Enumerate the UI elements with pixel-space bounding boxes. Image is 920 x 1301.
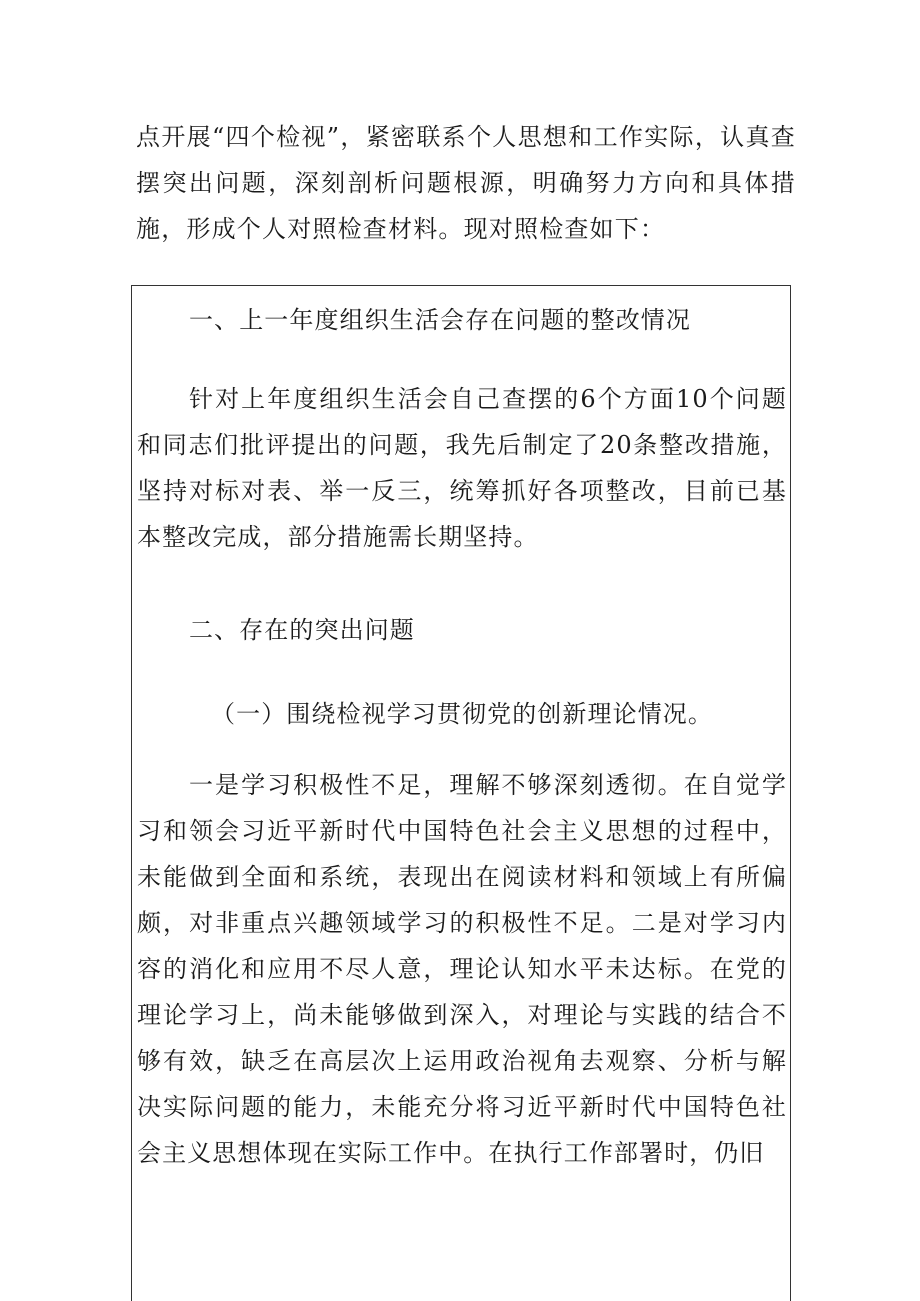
checklist-table-cell <box>131 285 791 1301</box>
section2-subheading: （一）围绕检视学习贯彻党的创新理论情况。 <box>211 700 713 728</box>
section1-heading: 一、上一年度组织生活会存在问题的整改情况 <box>189 306 691 334</box>
section2-heading: 二、存在的突出问题 <box>189 616 415 644</box>
section1-paragraph: 针对上年度组织生活会自己查摆的6个方面10个问题和同志们批评提出的问题，我先后制定了20条整改措施，坚持对标对表、举一反三，统筹抓好各项整改，目前已基本整改完成，部分措施需长期坚持。 <box>137 385 787 551</box>
intro-text: 点开展“四个检视”，紧密联系个人思想和工作实际，认真查摆突出问题，深刻剖析问题根源，明确努力方向和具体措施，形成个人对照检查材料。现对照检查如下： <box>136 123 796 243</box>
intro-paragraph <box>136 114 796 252</box>
section2-paragraph: 一是学习积极性不足，理解不够深刻透彻。在自觉学习和领会习近平新时代中国特色社会主义思想的过程中，未能做到全面和系统，表现出在阅读材料和领域上有所偏颇，对非重点兴趣领域学习的积极性不足。二是对学习内容的消化和应用不尽人意，理论认知水平未达标。在党的理论学习上，尚未能够做到深入，对理论与实践的结合不够有效，缺乏在高层次上运用政治视角去观察、分析与解决实际问题的能力，未能充分将习近平新时代中国特色社会主义思想体现在实际工作中。在执行工作部署时，仍旧 <box>137 771 787 1167</box>
